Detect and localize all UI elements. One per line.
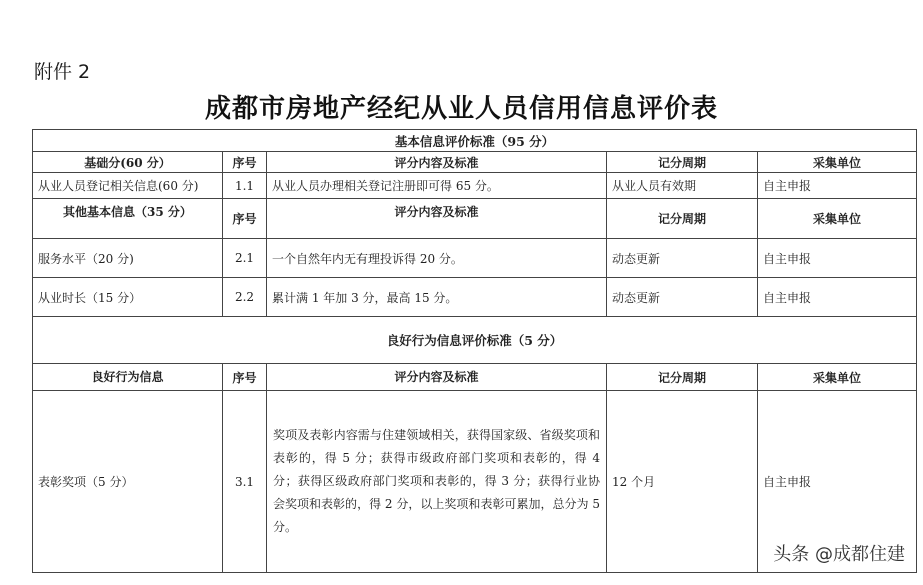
row-content: 奖项及表彰内容需与住建领域相关，获得国家级、省级奖项和表彰的，得 5 分；获得市级政府部门奖项和表彰的，得 4 分；获得区级政府部门奖项和表彰的，得 3 分；获得行业协会奖项和表彰的，得 2 分，以上奖项和表彰可累加，总分为 5 分。: [267, 391, 607, 573]
row-category: 从业人员登记相关信息(60 分): [33, 173, 223, 199]
row-seq: 2.1: [223, 239, 267, 278]
row-period: 12 个月: [607, 391, 758, 573]
header-period: 记分周期: [607, 199, 758, 239]
row-category: 表彰奖项（5 分）: [33, 391, 223, 573]
header-period: 记分周期: [607, 364, 758, 391]
good-header-row: [33, 364, 917, 391]
header-collector: 采集单位: [758, 152, 917, 173]
row-collector: 自主申报: [758, 239, 917, 278]
header-content: 评分内容及标准: [267, 364, 607, 391]
evaluation-table: [32, 129, 917, 573]
header-category: 良好行为信息: [33, 364, 223, 391]
basic-header-row: [33, 152, 917, 173]
document-title: 成都市房地产经纪从业人员信用信息评价表: [204, 94, 718, 124]
other-basic-header-row: [33, 199, 917, 239]
header-content: 评分内容及标准: [267, 152, 607, 173]
table-row: [33, 239, 917, 278]
good-section-title: 良好行为信息评价标准（5 分）: [33, 317, 917, 364]
attachment-label: 附件 2: [34, 61, 91, 83]
header-seq: 序号: [223, 152, 267, 173]
row-content: 累计满 1 年加 3 分，最高 15 分。: [267, 278, 607, 317]
row-seq: 1.1: [223, 173, 267, 199]
row-period: 从业人员有效期: [607, 173, 758, 199]
basic-section-title-row: [33, 130, 917, 152]
table-row: [33, 173, 917, 199]
row-period: 动态更新: [607, 278, 758, 317]
row-content: 从业人员办理相关登记注册即可得 65 分。: [267, 173, 607, 199]
header-seq: 序号: [223, 364, 267, 391]
row-period: 动态更新: [607, 239, 758, 278]
row-category: 服务水平（20 分): [33, 239, 223, 278]
header-seq: 序号: [223, 199, 267, 239]
row-seq: 2.2: [223, 278, 267, 317]
header-category: 基础分(60 分）: [33, 152, 223, 173]
header-period: 记分周期: [607, 152, 758, 173]
row-collector: 自主申报: [758, 391, 917, 573]
row-seq: 3.1: [223, 391, 267, 573]
row-content: 一个自然年内无有理投诉得 20 分。: [267, 239, 607, 278]
header-content: 评分内容及标准: [267, 199, 607, 239]
header-category: 其他基本信息（35 分）: [33, 199, 223, 239]
header-collector: 采集单位: [758, 199, 917, 239]
header-collector: 采集单位: [758, 364, 917, 391]
row-category: 从业时长（15 分）: [33, 278, 223, 317]
row-collector: 自主申报: [758, 278, 917, 317]
watermark: 头条 @成都住建: [769, 540, 909, 566]
basic-section-title: 基本信息评价标准（95 分）: [33, 130, 917, 152]
table-row: [33, 278, 917, 317]
good-section-title-row: [33, 317, 917, 364]
row-collector: 自主申报: [758, 173, 917, 199]
